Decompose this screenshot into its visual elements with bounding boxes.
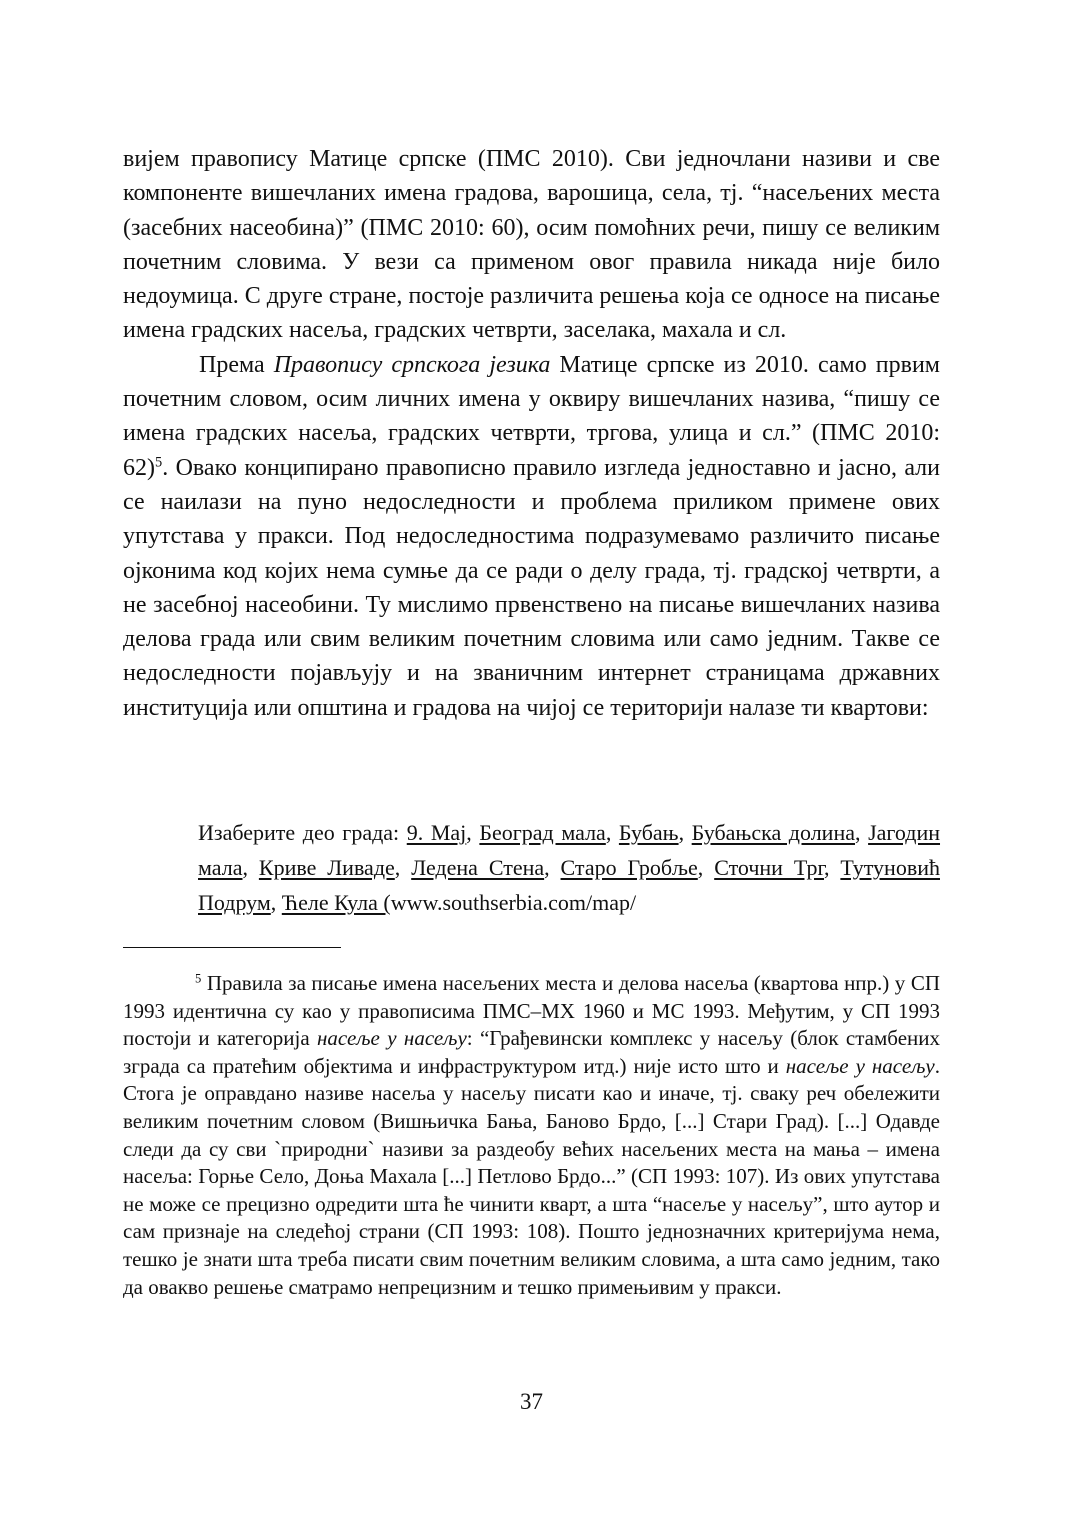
footnote-number: 5	[195, 971, 202, 986]
district-link[interactable]: Ћеле Кула (	[281, 890, 391, 915]
district-link[interactable]: Бубањска долина	[691, 820, 855, 845]
book-title: Правопису српскога језика	[273, 351, 551, 378]
footnote-separator	[123, 947, 341, 948]
district-link[interactable]: Криве Ливаде	[258, 855, 395, 880]
quote-url: www.southserbia.com/map/	[390, 890, 637, 915]
footnote-text	[123, 970, 940, 1301]
district-link[interactable]: Тутуновић Подрум	[198, 855, 940, 915]
footnote-part-3: . Стога је оправдано називе насеља у насељу писати као и иначе, тј. сваку реч обележити великим почетним словом (Вишњичка Бања, Баново Брдо, [...] Стари Град). [...] Одавде следи да су сви `природни` називи за раздеобу већих насељених места на мања – имена насеља: Горње Село, Доња Махала [...] Петлово Брдо...” (СП 1993: 107). Из ових упутстава не може се прецизно одредити шта ће чинити кварт, а шта “насеље у насељу”, што аутор и сам признаје на следећој страни (СП 1993: 108). Пошто једнозначних критеријума нема, тешко је знати шта треба писати свим почетним великим словима, а шта само једним, тако да овакво решење сматрамо непрецизним и тешко примењивим у пракси.	[123, 1053, 941, 1299]
separator: ,	[544, 855, 561, 880]
footnote-term-1: насеље у насељу	[317, 1026, 467, 1051]
paragraph-2	[123, 348, 940, 725]
separator: ,	[855, 820, 869, 845]
separator: ,	[697, 855, 715, 880]
page-number: 37	[520, 1389, 543, 1414]
district-link[interactable]: Сточни Трг	[714, 855, 824, 880]
paragraph-2-part-b: Матице српске из 2010. само првим почетним словом, осим личних имена у оквиру вишечланих назива, “пишу се имена градских насеља, градских четврти, тргова, улица и сл.” (ПМС 2010: 62)	[123, 351, 940, 481]
separator: ,	[242, 855, 259, 880]
main-text	[123, 142, 940, 725]
paragraph-2-part-c: . Овако конципирано правописно правило изгледа једноставно и јасно, али се наилази на пуно недоследности и проблема приликом примене ових упутстава у пракси. Под недоследностима подразумевамо различито писање ојконима код којих нема сумње да се ради о делу града, тј. градској четврти, а не засебној насеобини. Ту мислимо првенствено на писање вишечланих назива делова града или свим великим почетним словима или само једним. Такве се недоследности појављују и на званичним интернет страницама државних институција или општина и градова на чијој се територији налазе ти квартови:	[123, 454, 940, 721]
separator: ,	[823, 855, 841, 880]
footnote	[123, 970, 940, 1301]
separator: ,	[270, 890, 282, 915]
footnote-part-2: : “Грађевински комплекс у насељу (блок стамбених зграда са пратећим објектима и инфраструктуром итд.) није исто што и	[123, 1026, 940, 1078]
district-link[interactable]: 9. Мај	[406, 820, 467, 845]
footnote-reference[interactable]: 5	[155, 454, 163, 471]
district-link[interactable]: Ледена Стена	[411, 855, 545, 880]
separator: ,	[394, 855, 412, 880]
district-link[interactable]: Старо Гробље	[560, 855, 698, 880]
paragraph-2-part-a: Према	[199, 351, 274, 378]
block-quote	[198, 815, 940, 920]
separator: ,	[466, 820, 480, 845]
district-link[interactable]: Јагодин мала	[198, 820, 941, 880]
footnote-term-2: насеље у насељу	[785, 1053, 935, 1078]
separator: ,	[605, 820, 619, 845]
quote-lead: Изаберите део града:	[198, 820, 407, 845]
footnote-part-1: Правила за писање имена насељених места и делова насеља (квартова нпр.) у СП 1993 идентична су као у правописима ПМС–МХ 1960 и МС 1993. Међутим, у СП 1993 постоји и категорија	[123, 971, 940, 1051]
paragraph-1: вијем правопису Матице српске (ПМС 2010). Сви једночлани називи и све компоненте вишечланих имена градова, варошица, села, тј. “насељених места (засебних насеобина)” (ПМС 2010: 60), осим помоћних речи, пишу се великим почетним словима. У вези са применом овог правила никада није било недоумица. С друге стране, постоје различита решења која се односе на писање имена градских насеља, градских четврти, заселака, махала и сл.	[123, 146, 940, 344]
separator: ,	[678, 820, 692, 845]
district-link[interactable]: Београд мала	[479, 820, 606, 845]
district-link[interactable]: Бубањ	[618, 820, 679, 845]
